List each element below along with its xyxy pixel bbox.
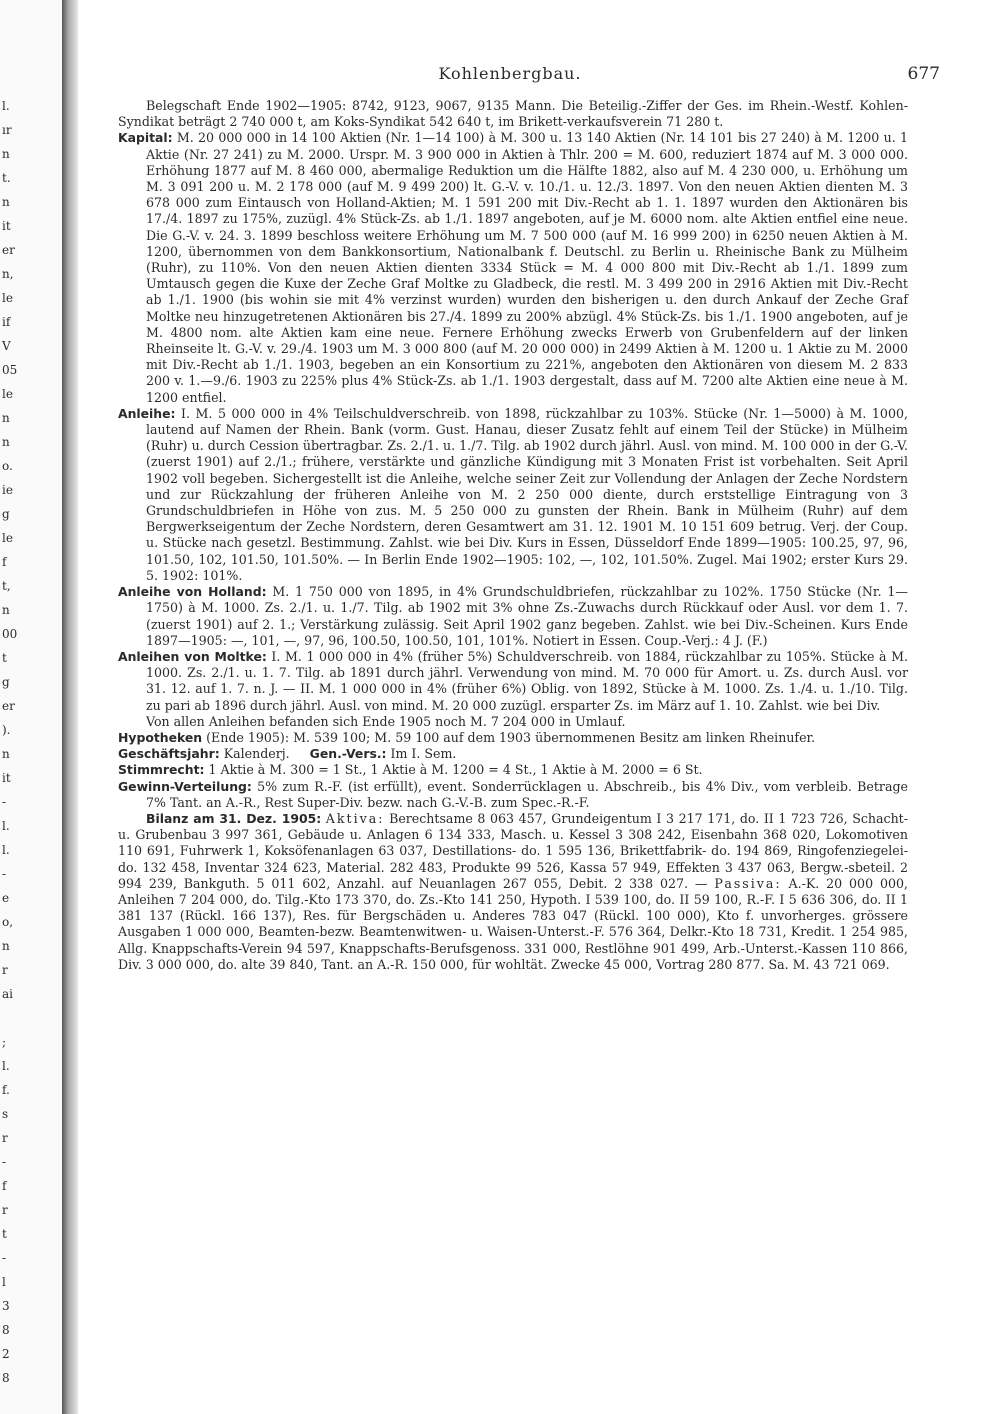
margin-fragment: r: [2, 1203, 8, 1217]
margin-fragment: ).: [2, 723, 11, 737]
section-label: Anleihe von Holland:: [118, 584, 267, 600]
margin-fragment: r: [2, 1131, 8, 1145]
margin-fragment: l.: [2, 99, 10, 113]
section-stimmrecht: [118, 762, 908, 778]
margin-fragment: 3: [2, 1299, 10, 1313]
margin-fragment: ;: [2, 1035, 7, 1049]
margin-fragment: t,: [2, 579, 11, 593]
section-label: Kapital:: [118, 130, 173, 146]
margin-fragment: t: [2, 1227, 7, 1241]
margin-fragment: it: [2, 771, 11, 785]
margin-fragment: s: [2, 1107, 9, 1121]
margin-fragment: er: [2, 243, 15, 257]
margin-fragment: n: [2, 939, 10, 953]
section-label: Stimmrecht:: [118, 762, 205, 778]
section-label: Anleihe:: [118, 405, 176, 421]
paragraph-text: I. M. 1 000 000 in 4% (früher 5%) Schuldverschreib. von 1884, rückzahlbar zu 105%. Stücke à M. 1000. Zs. 2./1. u. 1. 7. Tilg. ab 1891 durch jährl. Verwendung von mind. M. 70 000 für Amort. u. Zs. durch Ausl. vor 31. 12. auf 1. 7. n. J. — II. M. 1 000 000 in 4% (früher 6%) Oblig. von 1892, Stücke à M. 1000. Zs. 1./4. u. 1./10. Tilg. zu pari ab 1896 durch jährl. Ausl. von mind. M. 20 000 zuzügl. ersparter Zs. im März auf 1. 10. Zahlst. wie bei Div.: [146, 648, 908, 713]
margin-fragment: g: [2, 675, 10, 689]
margin-fragment: ai: [2, 987, 13, 1001]
margin-fragment: r: [2, 963, 8, 977]
section-anleihe: [118, 406, 908, 584]
margin-fragment: 8: [2, 1371, 10, 1385]
margin-fragment: V: [2, 339, 11, 353]
section-label: Geschäftsjahr:: [118, 746, 220, 762]
margin-fragment: l.: [2, 1059, 10, 1073]
margin-fragment: le: [2, 531, 13, 545]
margin-fragment: er: [2, 699, 15, 713]
section-hypotheken: [118, 730, 908, 746]
margin-fragment: ır: [2, 123, 12, 137]
page-header: [80, 64, 940, 88]
paragraph-text: M. 20 000 000 in 14 100 Aktien (Nr. 1—14 100) à M. 300 u. 13 140 Aktien (Nr. 14 101 bis 27 240) à M. 1200 u. 1 Aktie (Nr. 27 241) zu M. 2000. Urspr. M. 3 900 000 in Aktien à Thlr. 200 = M. 600, reduziert 1874 auf M. 3 000 000. Erhöhung 1877 auf M. 8 460 000, abermalige Reduktion um die Hälfte 1882, also auf M. 4 230 000, u. Erhöhung um M. 3 091 200 u. M. 2 178 000 (auf M. 9 499 200) lt. G.-V. v. 10./1. u. 12./3. 1897. Von den neuen Aktien dienten M. 3 678 000 zum Eintausch von Holland-Aktien; M. 1 591 200 mit Div.-Recht ab 1. 1. 1897 wurden den Aktionären bis 17./4. 1897 zu 175%, zuzügl. 4% Stück-Zs. ab 1./1. 1897 angeboten, auf je M. 6000 nom. alte Aktien entfiel eine neue. Die G.-V. v. 24. 3. 1899 beschloss weitere Erhöhung um M. 7 500 000 (auf M. 16 999 200) in 6250 neuen Aktien à M. 1200, übernommen von dem Bankkonsortium, Nationalbank f. Deutschl. zu Berlin u. Rheinische Bank zu Mülheim (Ruhr), zu 110%. Von den neuen Aktien dienten 3334 Stück = M. 4 000 800 mit Div.-Recht ab 1./1. 1899 zum Umtausch gegen die Kuxe der Zeche Graf Moltke zu Gladbeck, die restl. M. 3 499 200 in 2916 Aktien mit Div.-Recht ab 1./1. 1900 (bis wohin sie mit 4% verzinst wurden) wurden den bisherigen u. den durch Ankauf der Zeche Graf Moltke neu hinzugetretenen Aktionären bis 27./4. 1899 zu 200% abzügl. 4% Stück-Zs. bis 1./1. 1900 angeboten, auf je M. 4800 nom. alte Aktien kam eine neue. Fernere Erhöhung zwecks Erwerb von Grubenfeldern auf der linken Rheinseite lt. G.-V. v. 29./4. 1903 um M. 3 000 800 (auf M. 20 000 000) in 2499 Aktien à M. 1200 u. 1 Aktie zu M. 2000 mit Div.-Recht ab 1./1. 1903, begeben an ein Konsortium zu 221%, angeboten den Aktionären von diesem M. 2 833 200 v. 1.—9./6. 1903 zu 225% plus 4% Stück-Zs. ab 1./1. 1903 dergestalt, dass auf M. 7200 alte Aktien eine neue à M. 1200 entfiel.: [146, 130, 908, 405]
previous-page-margin: [0, 0, 18, 1414]
document-body: [118, 98, 908, 973]
paragraph-text: Belegschaft Ende 1902—1905: 8742, 9123, 9067, 9135 Mann. Die Beteilig.-Ziffer der Ges. im Rhein.-Westf. Kohlen-Syndikat beträgt 2 740 000 t, am Koks-Syndikat 542 640 t, im Brikett-verkaufsverein 71 280 t.: [118, 98, 908, 130]
section-label-gen-vers: Gen.-Vers.:: [309, 746, 387, 762]
paragraph-text: 1 Aktie à M. 300 = 1 St., 1 Aktie à M. 1200 = 4 St., 1 Aktie à M. 2000 = 6 St.: [208, 762, 703, 778]
margin-fragment: o,: [2, 915, 14, 929]
margin-fragment: 05: [2, 363, 18, 377]
paragraph-text: Kalenderj.: [223, 746, 290, 762]
margin-fragment: n: [2, 195, 10, 209]
margin-fragment: 8: [2, 1323, 10, 1337]
margin-fragment: l.: [2, 843, 10, 857]
margin-fragment: le: [2, 291, 13, 305]
paragraph-umlauf: [118, 714, 908, 730]
paragraph-text: Von allen Anleihen befanden sich Ende 1905 noch M. 7 204 000 in Umlauf.: [146, 713, 626, 729]
passiva-label: Passiva:: [714, 875, 782, 891]
margin-fragment: n: [2, 147, 10, 161]
section-label: Bilanz am 31. Dez. 1905:: [146, 810, 322, 826]
margin-fragment: e: [2, 891, 10, 905]
paragraph-text: M. 1 750 000 von 1895, in 4% Grundschuldbriefen, rückzahlbar zu 102%. 1750 Stücke (Nr. 1—1750) à M. 1000. Zs. 2./1. u. 1./7. Tilg. ab 1902 mit 3% ohne Zs.-Zuwachs durch Rückkauf oder Ausl. vor dem 1. 7. (zuerst 1901) auf 2. 1.; Verstärkung zulässig. Seit April 1902 ganz begeben. Zahlst. wie bei Div.-Scheinen. Kurs Ende 1897—1905: —, 101, —, 97, 96, 100.50, 100.50, 101, 101%. Notiert in Essen. Coup.-Verj.: 4 J. (F.): [146, 584, 908, 648]
margin-fragment: -: [2, 795, 7, 809]
margin-fragment: n,: [2, 267, 14, 281]
margin-fragment: l.: [2, 819, 10, 833]
aktiva-text: Berechtsame 8 063 457, Grundeigentum I 3 217 171, do. II 1 723 726, Schacht- u. Grubenbau 3 997 361, Gebäude u. Anlagen 6 134 333, Masch. u. Kessel 3 308 242, Eisenbahn 368 020, Lokomotiven 110 691, Fuhrwerk 1, Koksöfenanlagen 63 037, Destillations- do. 1 595 136, Brikettfabrik- do. 194 869, Ringofenziegelei- do. 132 458, Inventar 324 623, Material. 282 483, Produkte 99 526, Kassa 57 949, Effekten 3 437 063, Bergw.-sbeteil. 2 994 239, Bankguth. 5 011 602, Anzahl. auf Neuanlagen 267 055, Debit. 2 338 027. —: [118, 810, 908, 891]
margin-fragment: n: [2, 747, 10, 761]
margin-fragment: 2: [2, 1347, 10, 1361]
margin-fragment: le: [2, 387, 13, 401]
margin-fragment: g: [2, 507, 10, 521]
margin-fragment: -: [2, 1155, 7, 1169]
paragraph-text: (Ende 1905): M. 539 100; M. 59 100 auf dem 1903 übernommenen Besitz am linken Rheinufer.: [206, 729, 816, 745]
paragraph-text: I. M. 5 000 000 in 4% Teilschuldverschreib. von 1898, rückzahlbar zu 103%. Stücke (Nr. 1—5000) à M. 1000, lautend auf Namen der Rhein. Bank (vorm. Gust. Hanau, dieser Zusatz fehlt auf einem Teil der Stücke) in Mülheim (Ruhr) u. durch Cession übertragbar. Zs. 2./1. u. 1./7. Tilg. ab 1902 durch jährl. Ausl. von mind. M. 100 000 in der G.-V. (zuerst 1901) auf 2./1.; frühere, verstärkte und gänzliche Kündigung mit 3 Monaten Frist ist vorbehalten. Seit April 1902 voll begeben. Sichergestellt ist die Anleihe, welche seiner Zeit zur Vollendung der Anlagen der Zeche Nordstern und zur Rückzahlung der früheren Anleihe von M. 2 250 000 diente, durch erststellige Eintragung von 3 Grundschuldbriefen in Höhe von zus. M. 5 250 000 zu gunsten der Rhein. Bank in Mülheim (Ruhr) auf dem Bergwerkseigentum der Zeche Nordstern, deren Gesamtwert am 31. 12. 1901 M. 10 151 609 betrug. Verj. der Coup. u. Stücke nach gesetzl. Bestimmung. Zahlst. wie bei Div. Kurs in Essen, Düsseldorf Ende 1899—1905: 100.25, 97, 96, 101.50, 102, 101.50, 101.50%. — In Berlin Ende 1902—1905: 102, —, 102, 101.50%. Zugel. Mai 1902; erster Kurs 29. 5. 1902: 101%.: [146, 405, 908, 583]
section-anleihen-moltke: [118, 649, 908, 714]
margin-fragment: f.: [2, 1083, 10, 1097]
section-bilanz: [118, 811, 908, 973]
margin-fragment: -: [2, 867, 7, 881]
margin-fragment: n: [2, 411, 10, 425]
passiva-text: A.-K. 20 000 000, Anleihen 7 204 000, do. Tilg.-Kto 173 370, do. Zs.-Kto 141 250, Hypoth. I 539 100, do. II 59 100, R.-F. I 5 636 306, do. II 1 381 137 (Rückl. 166 137), Res. für Bergschäden u. Anderes 783 047 (Rückl. 100 000), Kto f. unvorherges. grössere Ausgaben 1 000 000, Beamten-bezw. Beamtenwitwen- u. Waisen-Unterst.-F. 576 364, Delkr.-Kto 18 731, Kredit. 1 254 985, Allg. Knappschafts-Verein 94 597, Knappschafts-Berufsgenoss. 331 000, Restlöhne 901 499, Arb.-Unterst.-Kassen 110 866, Div. 3 000 000, do. alte 39 840, Tant. an A.-R. 150 000, für wohltät. Zwecke 45 000, Vortrag 280 877. Sa. M. 43 721 069.: [118, 875, 908, 972]
section-label: Gewinn-Verteilung:: [118, 778, 252, 794]
section-label: Anleihen von Moltke:: [118, 648, 267, 664]
paragraph-text: 5% zum R.-F. (ist erfüllt), event. Sonderrücklagen u. Abschreib., bis 4% Div., vom verbleib. Betrage 7% Tant. an A.-R., Rest Super-Div. bezw. nach G.-V.-B. zum Spec.-R.-F.: [146, 778, 908, 810]
section-gewinn-verteilung: [118, 779, 908, 811]
margin-fragment: l: [2, 1275, 6, 1289]
paragraph-text: Im I. Sem.: [390, 746, 457, 762]
section-label: Hypotheken: [118, 729, 203, 745]
aktiva-label: Aktiva:: [325, 810, 385, 826]
running-title: Kohlenbergbau.: [438, 64, 582, 83]
margin-fragment: ie: [2, 483, 13, 497]
margin-fragment: 00: [2, 627, 18, 641]
margin-fragment: -: [2, 1251, 7, 1265]
section-kapital: [118, 130, 908, 405]
margin-fragment: it: [2, 219, 11, 233]
paragraph-belegschaft: [118, 98, 908, 130]
margin-fragment: t.: [2, 171, 11, 185]
margin-fragment: n: [2, 435, 10, 449]
margin-fragment: n: [2, 603, 10, 617]
binding-shadow: [62, 0, 78, 1414]
margin-fragment: f: [2, 555, 7, 569]
section-geschaeftsjahr: [118, 746, 908, 762]
margin-fragment: t: [2, 651, 7, 665]
section-anleihe-holland: [118, 584, 908, 649]
margin-fragment: o.: [2, 459, 13, 473]
page-number: 677: [907, 64, 940, 84]
margin-fragment: if: [2, 315, 11, 329]
margin-fragment: f: [2, 1179, 7, 1193]
